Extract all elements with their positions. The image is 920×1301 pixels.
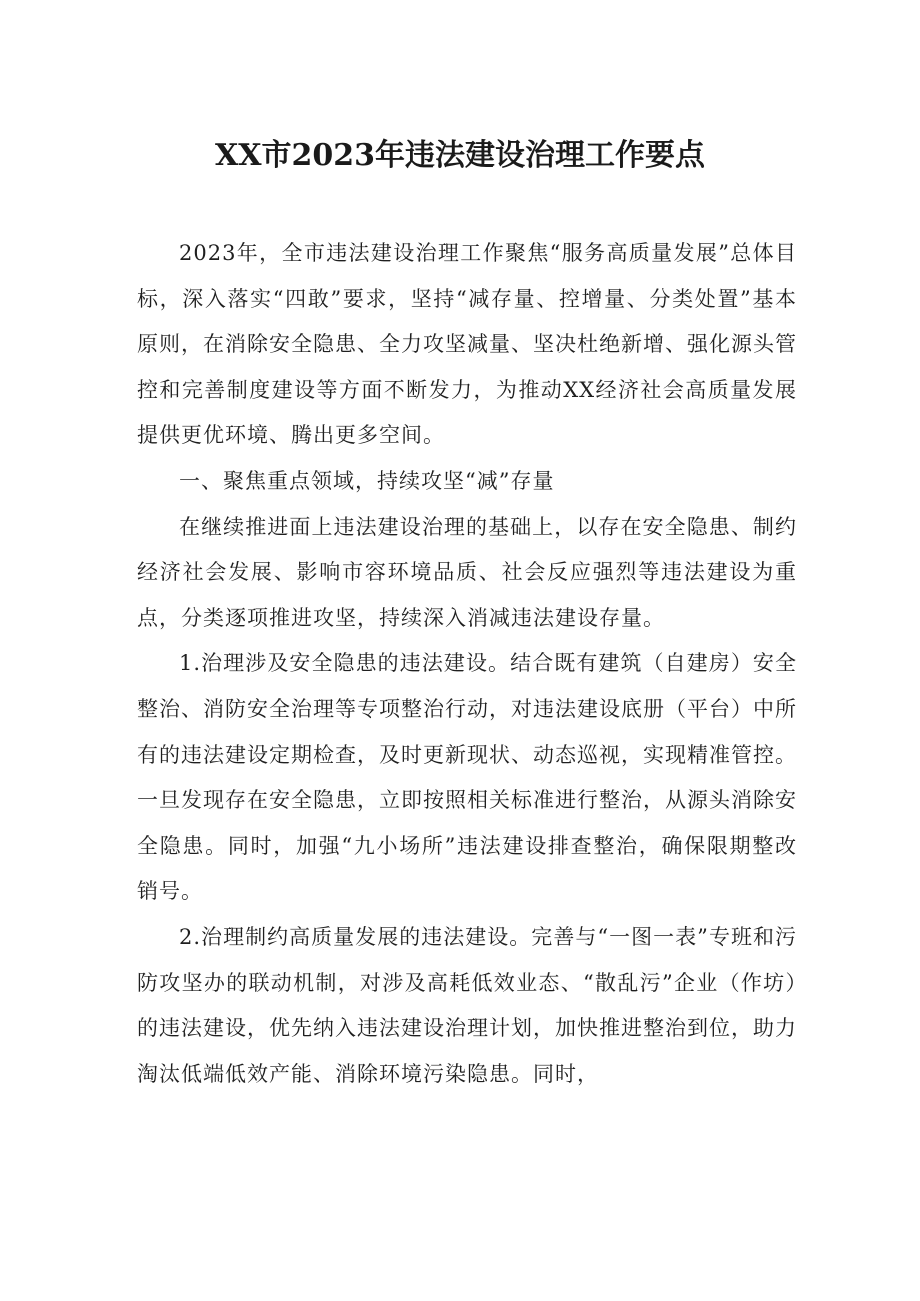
document-title: XX市2023年违法建设治理工作要点 [214,138,706,173]
paragraph-item-2: 2.治理制约高质量发展的违法建设。完善与“一图一表”专班和污防攻坚办的联动机制，对涉及高耗低效业态、“散乱污”企业（作坊）的违法建设，优先纳入违法建设治理计划，加快推进整治到位，助力淘汰低端低效产能、消除环境污染隐患。同时， [137,924,797,1086]
paragraph-item-1: 1.治理涉及安全隐患的违法建设。结合既有建筑（自建房）安全整治、消防安全治理等专项整治行动，对违法建设底册（平台）中所有的违法建设定期检查，及时更新现状、动态巡视，实现精准管控。一旦发现存在安全隐患，立即按照相关标准进行整治，从源头消除安全隐患。同时，加强“九小场所”违法建设排查整治，确保限期整改销号。 [137,651,797,904]
document-body [137,231,797,1097]
paragraph-intro: 2023年，全市违法建设治理工作聚焦“服务高质量发展”总体目标，深入落实“四敢”要求，坚持“减存量、控增量、分类处置”基本原则，在消除安全隐患、全力攻坚减量、坚决杜绝新增、强化源头管控和完善制度建设等方面不断发力，为推动XX经济社会高质量发展提供更优环境、腾出更多空间。 [137,241,797,448]
section-heading-1: 一、聚焦重点领域，持续攻坚“减”存量 [179,468,555,493]
paragraph-section-1: 在继续推进面上违法建设治理的基础上，以存在安全隐患、制约经济社会发展、影响市容环境品质、社会反应强烈等违法建设为重点，分类逐项推进攻坚，持续深入消减违法建设存量。 [137,514,797,630]
